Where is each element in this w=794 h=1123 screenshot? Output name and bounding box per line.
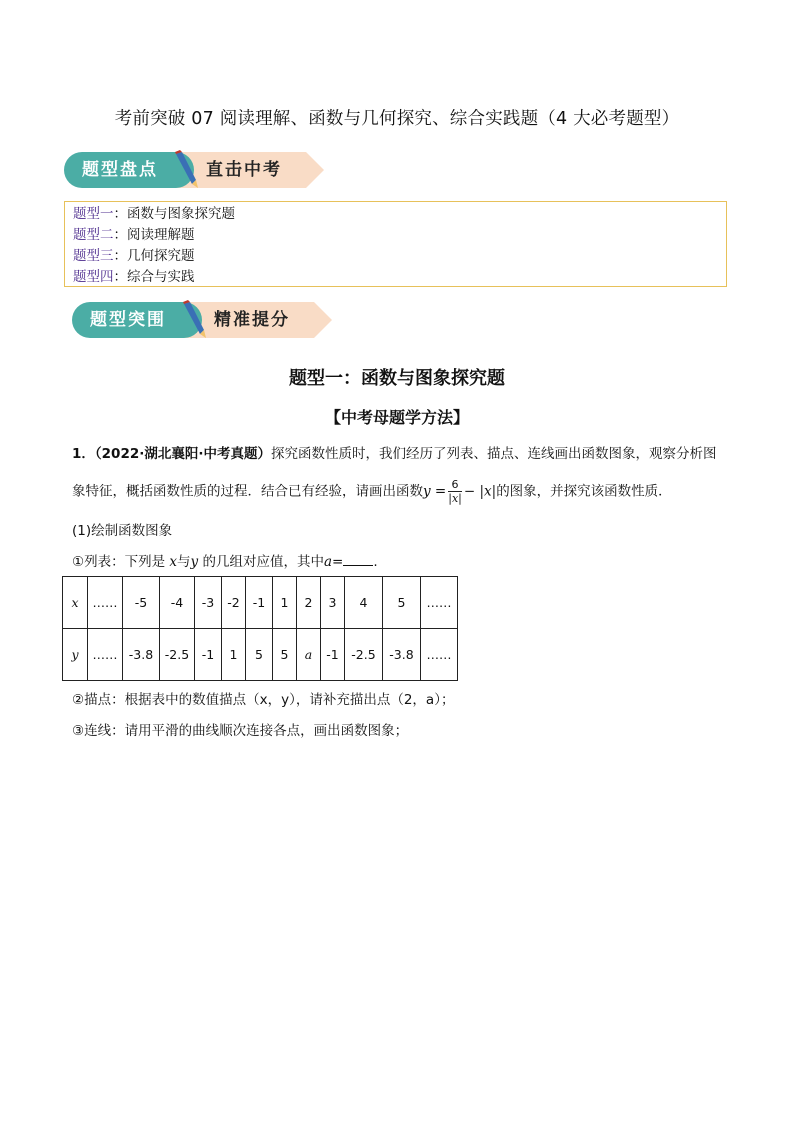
value-table [62,576,458,681]
toc-item[interactable] [73,246,718,267]
table-cell: -4 [160,577,195,629]
step-1-text: 的几组对应值，其中 [202,554,324,570]
answer-blank[interactable] [343,551,373,566]
table-cell: 5 [273,629,297,681]
table-cell: 3 [321,577,345,629]
problem-text-1: 探究函数性质时，我们经历了列表、描点、连线画出函数图象，观察分析图 [271,446,717,462]
table-cell: …… [421,577,458,629]
table-cell: …… [88,629,123,681]
step-1 [72,551,732,572]
table-cell: -3.8 [383,629,421,681]
part-1-title: (1)绘制函数图象 [72,523,173,539]
table-header-x: x [63,577,88,629]
toc-item-key: 题型四 [73,269,114,285]
banner-question-types [64,148,330,192]
pen-icon [168,150,202,190]
table-cell: -2 [222,577,246,629]
document-title: 考前突破 07 阅读理解、函数与几何探究、综合实践题（4 大必考题型） [114,109,680,129]
fraction-denominator: |x| [448,492,462,505]
table-header-y: y [63,629,88,681]
toc-item[interactable] [73,204,718,225]
toc-item-sep: ： [113,248,127,264]
problem-text-2: 象特征，概括函数性质的过程．结合已有经验，请画出函数 [72,483,423,500]
table-cell: a [297,629,321,681]
method-title: 【中考母题学方法】 [324,408,469,427]
var-y: y [190,554,199,570]
toc-item-text: 几何探究题 [127,248,195,264]
table-cell: -1 [195,629,222,681]
banner-breakthrough [72,298,340,342]
table-cell: -2.5 [345,629,383,681]
banner-right-label: 精准提分 [214,310,290,330]
table-cell: 1 [273,577,297,629]
step-2: ②描点：根据表中的数值描点（x，y），请补充描出点（2，a）； [72,692,455,708]
step-1-text: ①列表：下列是 [72,554,166,570]
table-cell: -1 [321,629,345,681]
banner-left-label: 题型盘点 [64,152,194,188]
toc-item-key: 题型一 [73,206,114,222]
table-cell: 1 [222,629,246,681]
banner-left-label: 题型突围 [72,302,202,338]
period: . [373,554,378,570]
pen-icon [176,300,210,340]
function-fraction [448,478,462,505]
problem-line-1 [72,444,732,464]
table-cell: …… [88,577,123,629]
toc-item-sep: ： [113,227,127,243]
table-cell: 5 [383,577,421,629]
table-cell: 5 [246,629,273,681]
table-cell: …… [421,629,458,681]
banner-right-label: 直击中考 [206,160,282,180]
table-cell: 2 [297,577,321,629]
var-a: a [323,554,333,570]
table-cell: 4 [345,577,383,629]
fraction-numerator: 6 [448,478,462,492]
problem-number: 1． [72,446,95,462]
toc-item-key: 题型三 [73,248,114,264]
toc-item-text: 阅读理解题 [127,227,195,243]
toc-item-sep: ： [113,206,127,222]
problem-text-3: 的图象，并探究该函数性质． [496,483,672,500]
equals-sign: = [332,554,344,570]
toc-item[interactable] [73,267,718,288]
table-row-y [63,629,458,681]
problem-line-2 [72,478,732,505]
function-tail: − |x| [463,483,497,500]
toc-box [64,201,727,287]
table-cell: -5 [123,577,160,629]
toc-item[interactable] [73,225,718,246]
table-cell: -2.5 [160,629,195,681]
section-title: 题型一：函数与图象探究题 [289,368,505,389]
var-x: x [169,554,178,570]
step-3: ③连线：请用平滑的曲线顺次连接各点，画出函数图象； [72,723,409,739]
toc-item-sep: ： [113,269,127,285]
table-cell: -3.8 [123,629,160,681]
table-cell: -1 [246,577,273,629]
toc-item-text: 综合与实践 [127,269,195,285]
table-row-x [63,577,458,629]
toc-item-key: 题型二 [73,227,114,243]
problem-source: （2022·湖北襄阳·中考真题） [94,446,271,462]
step-1-text: 与 [177,554,191,570]
function-y: y = [423,483,447,500]
toc-item-text: 函数与图象探究题 [127,206,235,222]
table-cell: -3 [195,577,222,629]
